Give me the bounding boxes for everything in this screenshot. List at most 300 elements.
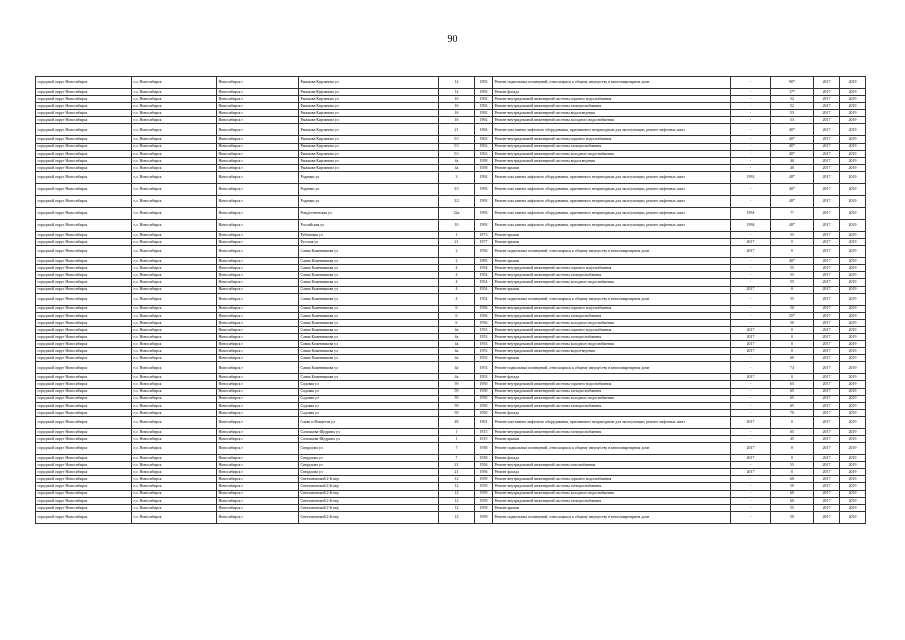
city-cell: Новосибирск г (217, 195, 299, 207)
build-year-cell: 1963 (475, 143, 493, 150)
street-cell: Салтыкова-Щедрина ул (299, 428, 439, 435)
settlement-cell: г.о. Новосибирск (132, 246, 217, 258)
settlement-cell: г.о. Новосибирск (132, 171, 217, 183)
plan-start-cell: 2017 (814, 117, 840, 124)
street-cell: Свердлова ул (299, 455, 439, 462)
house-number-cell: 1 (439, 428, 475, 435)
settlement-cell: г.о. Новосибирск (132, 150, 217, 157)
table-row (36, 355, 866, 362)
work-type-cell: Ремонт внутридомовой инженерной системы электроснабжения (493, 312, 731, 319)
plan-start-cell: 2017 (814, 164, 840, 171)
street-cell: Савиа Кожевникова ул (299, 279, 439, 286)
last-repair-year-cell: - (731, 124, 771, 136)
street-cell: Рыжкова-Кирзанова ул (299, 117, 439, 124)
municipality-cell: городской округ Новосибирск (36, 497, 132, 504)
house-number-cell: 1 (439, 231, 475, 238)
city-cell: Новосибирск г (217, 265, 299, 272)
last-repair-year-cell: - (731, 511, 771, 523)
plan-end-cell: 2019 (840, 469, 866, 476)
last-repair-year-cell: 1994 (731, 219, 771, 231)
house-number-cell: 3/1 (439, 183, 475, 195)
build-year-cell: 1992 (475, 110, 493, 117)
city-cell: Новосибирск г (217, 143, 299, 150)
settlement-cell: г.о. Новосибирск (132, 333, 217, 340)
city-cell: Новосибирск г (217, 279, 299, 286)
plan-end-cell: 2019 (840, 381, 866, 388)
wear-percent-cell: 40* (771, 136, 814, 143)
plan-start-cell: 2017 (814, 157, 840, 164)
city-cell: Новосибирск г (217, 416, 299, 428)
house-number-cell: 4а (439, 333, 475, 340)
last-repair-year-cell: - (731, 110, 771, 117)
settlement-cell: г.о. Новосибирск (132, 388, 217, 395)
plan-end-cell: 2019 (840, 374, 866, 381)
settlement-cell: г.о. Новосибирск (132, 362, 217, 374)
street-cell: Савиа Кожевникова ул (299, 319, 439, 326)
build-year-cell: 1958 (475, 164, 493, 171)
plan-start-cell: 2017 (814, 103, 840, 110)
wear-percent-cell: 53 (771, 110, 814, 117)
house-number-cell: 4а (439, 362, 475, 374)
work-type-cell: Ремонт крыши (493, 239, 731, 246)
street-cell: Савиа Кожевникова ул (299, 265, 439, 272)
wear-percent-cell: 55 (771, 279, 814, 286)
table-row (36, 388, 866, 395)
municipality-cell: городской округ Новосибирск (36, 207, 132, 219)
work-type-cell: Ремонт или замена лифтового оборудования, признанного непригодным для эксплуатации, ремонт лифтовых шахт (493, 183, 731, 195)
work-type-cell: Ремонт крыши (493, 164, 731, 171)
city-cell: Новосибирск г (217, 312, 299, 319)
city-cell: Новосибирск г (217, 117, 299, 124)
street-cell: Свердлова ул (299, 443, 439, 455)
plan-start-cell: 2017 (814, 96, 840, 103)
city-cell: Новосибирск г (217, 402, 299, 409)
last-repair-year-cell: 1994 (731, 207, 771, 219)
wear-percent-cell: 40* (771, 258, 814, 265)
work-type-cell: Ремонт подвальных помещений, относящихся к общему имуществу в многоквартирном доме (493, 511, 731, 523)
build-year-cell: 1959 (475, 504, 493, 511)
street-cell: Савиа Кожевникова ул (299, 286, 439, 293)
plan-start-cell: 2017 (814, 355, 840, 362)
table-row (36, 416, 866, 428)
wear-percent-cell: 52 (771, 96, 814, 103)
build-year-cell: 1958 (475, 157, 493, 164)
last-repair-year-cell: - (731, 183, 771, 195)
plan-end-cell: 2019 (840, 246, 866, 258)
municipality-cell: городской округ Новосибирск (36, 409, 132, 416)
municipality-cell: городской округ Новосибирск (36, 195, 132, 207)
build-year-cell: 1954 (475, 293, 493, 305)
settlement-cell: г.о. Новосибирск (132, 490, 217, 497)
table-row (36, 89, 866, 96)
work-type-cell: Ремонт крыши (493, 286, 731, 293)
plan-start-cell: 2017 (814, 455, 840, 462)
municipality-cell: городской округ Новосибирск (36, 157, 132, 164)
build-year-cell: 1956 (475, 246, 493, 258)
street-cell: Светлановский 2-й пер (299, 476, 439, 483)
build-year-cell: 1956 (475, 462, 493, 469)
municipality-cell: городской округ Новосибирск (36, 469, 132, 476)
wear-percent-cell: 55 (771, 272, 814, 279)
city-cell: Новосибирск г (217, 483, 299, 490)
municipality-cell: городской округ Новосибирск (36, 103, 132, 110)
plan-end-cell: 2019 (840, 239, 866, 246)
settlement-cell: г.о. Новосибирск (132, 272, 217, 279)
work-type-cell: Ремонт внутридомовой инженерной системы электроснабжения (493, 103, 731, 110)
settlement-cell: г.о. Новосибирск (132, 293, 217, 305)
settlement-cell: г.о. Новосибирск (132, 462, 217, 469)
street-cell: Рыжкова-Кирзанова ул (299, 143, 439, 150)
build-year-cell: 1954 (475, 286, 493, 293)
plan-start-cell: 2017 (814, 462, 840, 469)
municipality-cell: городской округ Новосибирск (36, 395, 132, 402)
city-cell: Новосибирск г (217, 476, 299, 483)
house-number-cell: 2 (439, 258, 475, 265)
build-year-cell: 1953 (475, 326, 493, 333)
table-row (36, 279, 866, 286)
last-repair-year-cell: - (731, 157, 771, 164)
municipality-cell: городской округ Новосибирск (36, 183, 132, 195)
table-row (36, 462, 866, 469)
house-number-cell: 21 (439, 462, 475, 469)
plan-end-cell: 2019 (840, 326, 866, 333)
wear-percent-cell: 90* (771, 77, 814, 89)
work-type-cell: Ремонт крыши (493, 504, 731, 511)
street-cell: Савиа Кожевникова ул (299, 258, 439, 265)
street-cell: Рыжкова-Кирзанова ул (299, 157, 439, 164)
wear-percent-cell: 45 (771, 436, 814, 443)
house-number-cell: 4а (439, 348, 475, 355)
city-cell: Новосибирск г (217, 497, 299, 504)
table-row (36, 265, 866, 272)
municipality-cell: городской округ Новосибирск (36, 286, 132, 293)
last-repair-year-cell: - (731, 96, 771, 103)
plan-start-cell: 2017 (814, 89, 840, 96)
build-year-cell: 1950 (475, 409, 493, 416)
plan-start-cell: 2017 (814, 469, 840, 476)
city-cell: Новосибирск г (217, 110, 299, 117)
work-type-cell: Ремонт внутридомовой инженерной системы водоотведения (493, 110, 731, 117)
wear-percent-cell: ?? (771, 207, 814, 219)
plan-start-cell: 2017 (814, 362, 840, 374)
table-row (36, 246, 866, 258)
settlement-cell: г.о. Новосибирск (132, 77, 217, 89)
build-year-cell: 1993 (475, 183, 493, 195)
last-repair-year-cell: - (731, 293, 771, 305)
settlement-cell: г.о. Новосибирск (132, 511, 217, 523)
city-cell: Новосибирск г (217, 258, 299, 265)
work-type-cell: Ремонт внутридомовой инженерной системы электроснабжения (493, 333, 731, 340)
house-number-cell: 12 (439, 511, 475, 523)
last-repair-year-cell: - (731, 497, 771, 504)
settlement-cell: г.о. Новосибирск (132, 348, 217, 355)
table-row (36, 409, 866, 416)
municipality-cell: городской округ Новосибирск (36, 462, 132, 469)
work-type-cell: Ремонт внутридомовой инженерной системы холодного водоснабжения (493, 341, 731, 348)
work-type-cell: Ремонт внутридомовой инженерной системы холодного водоснабжения (493, 319, 731, 326)
table-row (36, 110, 866, 117)
street-cell: Савиа Кожевникова ул (299, 272, 439, 279)
settlement-cell: г.о. Новосибирск (132, 497, 217, 504)
build-year-cell: 1993 (475, 89, 493, 96)
work-type-cell: Ремонт подвальных помещений, относящихся к общему имуществу в многоквартирном доме (493, 246, 731, 258)
work-type-cell: Ремонт внутридомовой инженерной системы горячего водоснабжения (493, 136, 731, 143)
house-number-cell: 59 (439, 409, 475, 416)
street-cell: Савиа Кожевникова ул (299, 341, 439, 348)
wear-percent-cell: 50 (771, 483, 814, 490)
street-cell: Светлановский 2-й пер (299, 490, 439, 497)
build-year-cell: 1954 (475, 265, 493, 272)
street-cell: Рыжкова-Кирзанова ул (299, 164, 439, 171)
table-row (36, 476, 866, 483)
settlement-cell: г.о. Новосибирск (132, 504, 217, 511)
street-cell: Савиа Кожевникова ул (299, 362, 439, 374)
build-year-cell: 1953 (475, 362, 493, 374)
house-number-cell: 4а (439, 341, 475, 348)
table-row (36, 312, 866, 319)
city-cell: Новосибирск г (217, 305, 299, 312)
last-repair-year-cell: - (731, 355, 771, 362)
plan-start-cell: 2017 (814, 183, 840, 195)
street-cell: Савиа Кожевникова ул (299, 326, 439, 333)
wear-percent-cell: 0 (771, 455, 814, 462)
plan-start-cell: 2017 (814, 239, 840, 246)
city-cell: Новосибирск г (217, 348, 299, 355)
settlement-cell: г.о. Новосибирск (132, 195, 217, 207)
wear-percent-cell: 40* (771, 143, 814, 150)
wear-percent-cell: 55 (771, 293, 814, 305)
municipality-cell: городской округ Новосибирск (36, 150, 132, 157)
street-cell: Российская ул (299, 219, 439, 231)
city-cell: Новосибирск г (217, 293, 299, 305)
street-cell: Савиа Кожевникова ул (299, 374, 439, 381)
house-number-cell: 22а (439, 207, 475, 219)
wear-percent-cell: 17* (771, 89, 814, 96)
last-repair-year-cell: 2017 (731, 333, 771, 340)
plan-end-cell: 2019 (840, 462, 866, 469)
work-type-cell: Ремонт внутридомовой инженерной системы водоотведения (493, 157, 731, 164)
plan-end-cell: 2019 (840, 136, 866, 143)
street-cell: Сакко и Ванцетти ул (299, 416, 439, 428)
municipality-cell: городской округ Новосибирск (36, 362, 132, 374)
last-repair-year-cell: 2017 (731, 286, 771, 293)
house-number-cell: 4 (439, 293, 475, 305)
table-row (36, 490, 866, 497)
table-row (36, 157, 866, 164)
plan-start-cell: 2017 (814, 416, 840, 428)
house-number-cell: 21 (439, 124, 475, 136)
last-repair-year-cell: - (731, 490, 771, 497)
plan-end-cell: 2019 (840, 77, 866, 89)
wear-percent-cell: 53 (771, 117, 814, 124)
plan-end-cell: 2019 (840, 103, 866, 110)
plan-end-cell: 2019 (840, 409, 866, 416)
build-year-cell: 1993 (475, 219, 493, 231)
last-repair-year-cell: - (731, 381, 771, 388)
city-cell: Новосибирск г (217, 103, 299, 110)
build-year-cell: 1950 (475, 402, 493, 409)
settlement-cell: г.о. Новосибирск (132, 103, 217, 110)
plan-start-cell: 2017 (814, 436, 840, 443)
city-cell: Новосибирск г (217, 150, 299, 157)
city-cell: Новосибирск г (217, 490, 299, 497)
plan-start-cell: 2017 (814, 312, 840, 319)
house-number-cell: 6 (439, 319, 475, 326)
wear-percent-cell: 60 (771, 355, 814, 362)
city-cell: Новосибирск г (217, 319, 299, 326)
settlement-cell: г.о. Новосибирск (132, 258, 217, 265)
house-number-cell: 59 (439, 395, 475, 402)
work-type-cell: Ремонт крыши (493, 436, 731, 443)
table-row (36, 381, 866, 388)
wear-percent-cell: 40* (771, 183, 814, 195)
street-cell: Светлановский 2-й пер (299, 483, 439, 490)
house-number-cell: 16 (439, 103, 475, 110)
street-cell: Родники ул (299, 171, 439, 183)
plan-start-cell: 2017 (814, 443, 840, 455)
settlement-cell: г.о. Новосибирск (132, 143, 217, 150)
city-cell: Новосибирск г (217, 333, 299, 340)
street-cell: Савиа Кожевникова ул (299, 333, 439, 340)
municipality-cell: городской округ Новосибирск (36, 355, 132, 362)
street-cell: Рыжкова-Кирзанова ул (299, 96, 439, 103)
city-cell: Новосибирск г (217, 171, 299, 183)
city-cell: Новосибирск г (217, 388, 299, 395)
settlement-cell: г.о. Новосибирск (132, 110, 217, 117)
municipality-cell: городской округ Новосибирск (36, 96, 132, 103)
municipality-cell: городской округ Новосибирск (36, 416, 132, 428)
house-number-cell: 5/1 (439, 136, 475, 143)
plan-end-cell: 2019 (840, 219, 866, 231)
work-type-cell: Ремонт внутридомовой инженерной системы горячего водоснабжения (493, 476, 731, 483)
work-type-cell: Ремонт подвальных помещений, относящихся к общему имуществу в многоквартирном доме (493, 77, 731, 89)
house-number-cell: 16 (439, 110, 475, 117)
city-cell: Новосибирск г (217, 395, 299, 402)
city-cell: Новосибирск г (217, 341, 299, 348)
plan-start-cell: 2017 (814, 279, 840, 286)
table-row (36, 124, 866, 136)
house-number-cell: 4а (439, 355, 475, 362)
settlement-cell: г.о. Новосибирск (132, 239, 217, 246)
settlement-cell: г.о. Новосибирск (132, 279, 217, 286)
last-repair-year-cell: - (731, 319, 771, 326)
wear-percent-cell: 40* (771, 171, 814, 183)
build-year-cell: 1991 (475, 416, 493, 428)
street-cell: Садовая ул (299, 395, 439, 402)
settlement-cell: г.о. Новосибирск (132, 305, 217, 312)
wear-percent-cell: 55 (771, 504, 814, 511)
house-number-cell: 12 (439, 497, 475, 504)
wear-percent-cell: 40* (771, 195, 814, 207)
table-row (36, 428, 866, 435)
plan-start-cell: 2017 (814, 171, 840, 183)
plan-end-cell: 2019 (840, 164, 866, 171)
settlement-cell: г.о. Новосибирск (132, 402, 217, 409)
table-row (36, 305, 866, 312)
city-cell: Новосибирск г (217, 428, 299, 435)
build-year-cell: 1993 (475, 77, 493, 89)
plan-start-cell: 2017 (814, 388, 840, 395)
wear-percent-cell: 55 (771, 265, 814, 272)
wear-percent-cell: 50 (771, 511, 814, 523)
table-row (36, 171, 866, 183)
plan-start-cell: 2017 (814, 402, 840, 409)
plan-end-cell: 2019 (840, 258, 866, 265)
plan-start-cell: 2017 (814, 305, 840, 312)
municipality-cell: городской округ Новосибирск (36, 443, 132, 455)
table-row (36, 483, 866, 490)
municipality-cell: городской округ Новосибирск (36, 326, 132, 333)
last-repair-year-cell: - (731, 312, 771, 319)
plan-start-cell: 2017 (814, 409, 840, 416)
table-row (36, 258, 866, 265)
table-row (36, 164, 866, 171)
house-number-cell: 6 (439, 312, 475, 319)
plan-end-cell: 2019 (840, 183, 866, 195)
municipality-cell: городской округ Новосибирск (36, 89, 132, 96)
plan-start-cell: 2017 (814, 504, 840, 511)
wear-percent-cell: 0 (771, 443, 814, 455)
table-row (36, 207, 866, 219)
last-repair-year-cell: - (731, 265, 771, 272)
wear-percent-cell: 60 (771, 490, 814, 497)
wear-percent-cell: 40* (771, 219, 814, 231)
settlement-cell: г.о. Новосибирск (132, 89, 217, 96)
street-cell: Савиа Кожевникова ул (299, 305, 439, 312)
house-number-cell: 12 (439, 476, 475, 483)
house-number-cell: 16 (439, 117, 475, 124)
city-cell: Новосибирск г (217, 246, 299, 258)
plan-end-cell: 2019 (840, 362, 866, 374)
street-cell: Садовая ул (299, 409, 439, 416)
street-cell: Савиа Кожевникова ул (299, 246, 439, 258)
work-type-cell: Ремонт крыши (493, 231, 731, 238)
municipality-cell: городской округ Новосибирск (36, 265, 132, 272)
municipality-cell: городской округ Новосибирск (36, 428, 132, 435)
wear-percent-cell: 65 (771, 381, 814, 388)
last-repair-year-cell: - (731, 164, 771, 171)
city-cell: Новосибирск г (217, 326, 299, 333)
wear-percent-cell: 40 (771, 157, 814, 164)
city-cell: Новосибирск г (217, 374, 299, 381)
house-number-cell: 4а (439, 157, 475, 164)
municipality-cell: городской округ Новосибирск (36, 319, 132, 326)
municipality-cell: городской округ Новосибирск (36, 504, 132, 511)
plan-start-cell: 2017 (814, 511, 840, 523)
city-cell: Новосибирск г (217, 239, 299, 246)
build-year-cell: 1959 (475, 476, 493, 483)
city-cell: Новосибирск г (217, 469, 299, 476)
plan-end-cell: 2019 (840, 476, 866, 483)
last-repair-year-cell: - (731, 504, 771, 511)
house-number-cell: 12 (439, 504, 475, 511)
house-number-cell: 5/1 (439, 143, 475, 150)
wear-percent-cell: 50 (771, 305, 814, 312)
settlement-cell: г.о. Новосибирск (132, 136, 217, 143)
settlement-cell: г.о. Новосибирск (132, 428, 217, 435)
build-year-cell: 1963 (475, 150, 493, 157)
build-year-cell: 1959 (475, 490, 493, 497)
house-number-cell: 4а (439, 374, 475, 381)
city-cell: Новосибирск г (217, 286, 299, 293)
plan-end-cell: 2019 (840, 96, 866, 103)
plan-start-cell: 2017 (814, 374, 840, 381)
last-repair-year-cell: 2017 (731, 416, 771, 428)
table-row (36, 136, 866, 143)
house-number-cell: 59 (439, 388, 475, 395)
work-type-cell: Ремонт фасада (493, 455, 731, 462)
house-number-cell: 3 (439, 171, 475, 183)
